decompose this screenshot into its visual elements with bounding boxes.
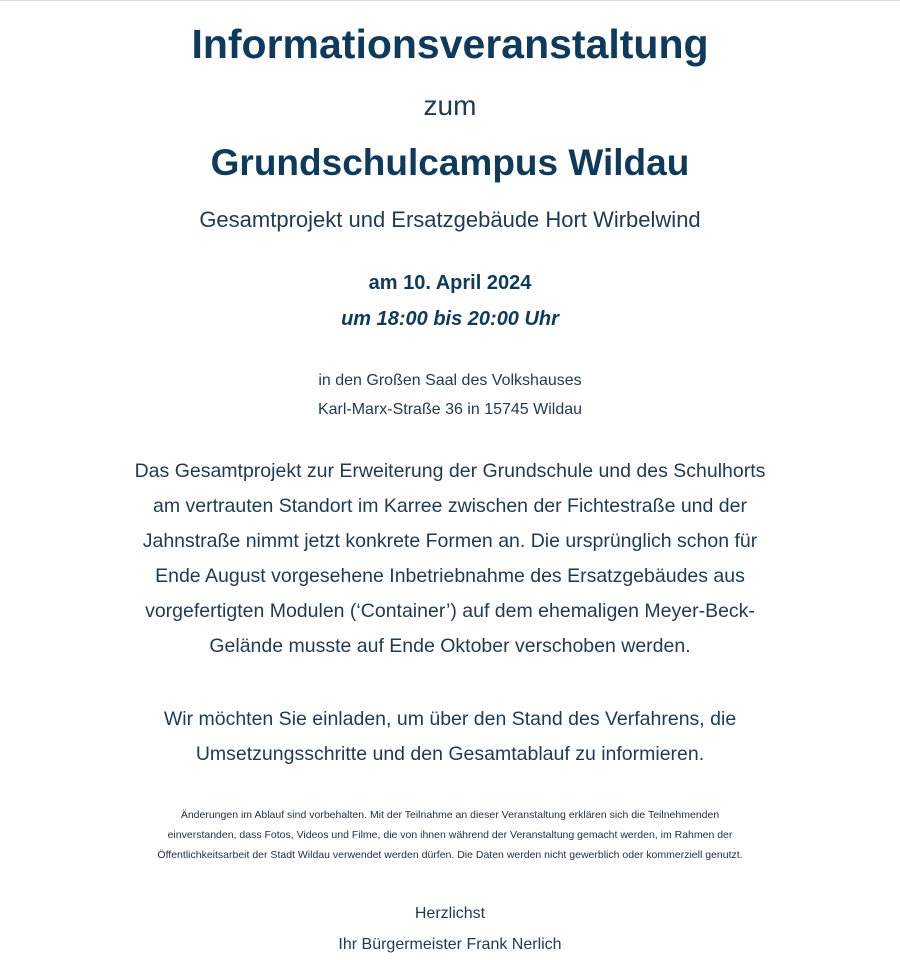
invitation-line: Wir möchten Sie einladen, um über den Stand des Verfahrens, die: [163, 708, 737, 730]
closing-greeting: Herzlichst: [414, 905, 486, 922]
location-line: Karl-Marx-Straße 36 in 15745 Wildau: [317, 401, 583, 418]
description-paragraph: [100, 454, 800, 664]
description-line: vorgefertigten Modulen (‘Container’) auf dem ehemaligen Meyer-Beck-: [145, 600, 755, 622]
disclaimer-line: einverstanden, dass Fotos, Videos und Filme, die von ihnen während der Veranstaltung gemacht werden, im Rahmen der: [167, 829, 733, 841]
event-date: am 10. April 2024: [368, 272, 532, 294]
description-line: am vertrauten Standort im Karree zwischen der Fichtestraße und der: [153, 495, 747, 517]
disclaimer-paragraph: [60, 805, 840, 865]
disclaimer-line: Änderungen im Ablauf sind vorbehalten. Mit der Teilnahme an dieser Veranstaltung erklären sich die Teilnehmenden: [180, 809, 720, 821]
invitation-line: Umsetzungsschritte und den Gesamtablauf zu informieren.: [195, 743, 705, 765]
closing-signature: Ihr Bürgermeister Frank Nerlich: [338, 936, 562, 953]
page-title: Informationsveranstaltung: [191, 21, 709, 67]
title-connector: zum: [423, 90, 477, 121]
description-line: Das Gesamtprojekt zur Erweiterung der Grundschule und des Schulhorts: [134, 460, 766, 482]
event-location: [0, 366, 900, 424]
campus-title: Grundschulcampus Wildau: [210, 142, 690, 183]
top-divider: [0, 0, 900, 1]
event-time: um 18:00 bis 20:00 Uhr: [341, 308, 559, 330]
disclaimer-line: Öffentlichkeitsarbeit der Stadt Wildau verwendet werden dürfen. Die Daten werden nicht gewerblich oder kommerziell genutzt.: [157, 849, 743, 861]
location-line: in den Großen Saal des Volkshauses: [318, 372, 582, 389]
project-subtitle: Gesamtprojekt und Ersatzgebäude Hort Wirbelwind: [199, 207, 701, 232]
description-line: Jahnstraße nimmt jetzt konkrete Formen an. Die ursprünglich schon für: [142, 530, 758, 552]
description-line: Ende August vorgesehene Inbetriebnahme des Ersatzgebäudes aus: [155, 565, 745, 587]
closing-block: [0, 898, 900, 960]
description-line: Gelände musste auf Ende Oktober verschoben werden.: [209, 635, 691, 657]
invitation-paragraph: [100, 702, 800, 772]
